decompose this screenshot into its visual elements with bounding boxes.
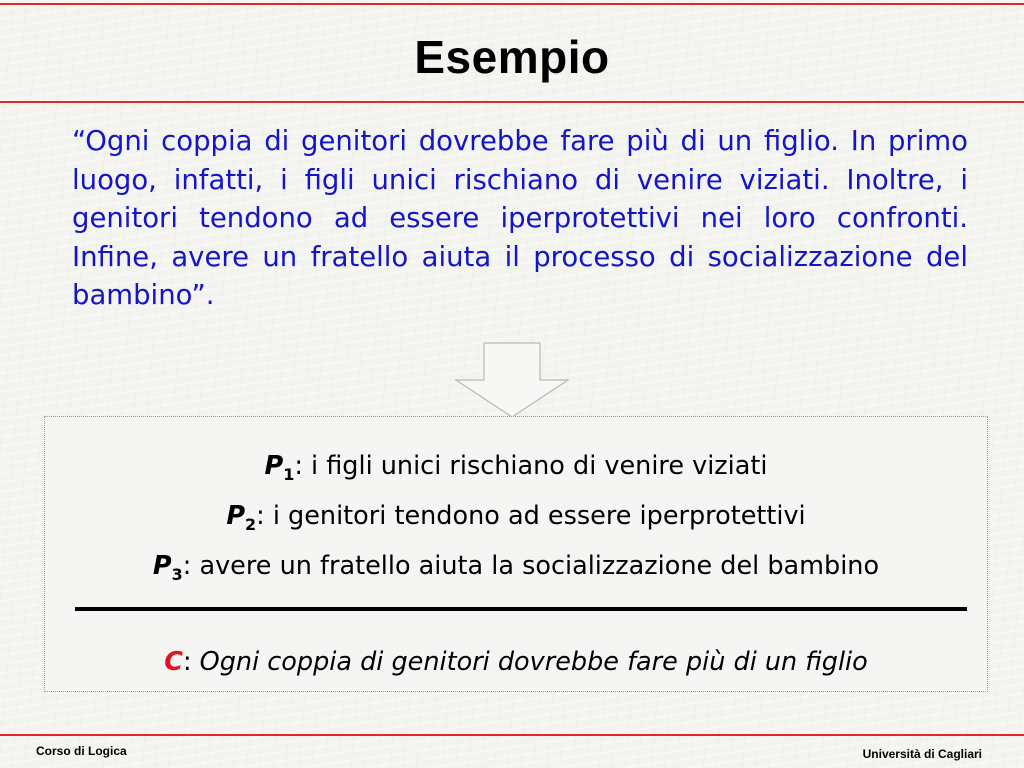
premise-label: $P_1$ bbox=[264, 451, 295, 484]
conclusion bbox=[45, 647, 987, 677]
premise-label: $P_3$ bbox=[152, 551, 183, 584]
conclusion-text: Ogni coppia di genitori dovrebbe fare più di un figlio bbox=[199, 647, 868, 677]
premise-label: $P_2$ bbox=[226, 501, 257, 534]
footer-university: Università di Cagliari bbox=[862, 747, 982, 761]
slide-title: Esempio bbox=[414, 31, 610, 83]
footer-course: Corso di Logica bbox=[36, 744, 127, 758]
footer-rule bbox=[0, 734, 1024, 736]
premise-text: : i figli unici rischiano di venire viziati bbox=[294, 451, 768, 481]
premise-1 bbox=[45, 451, 987, 484]
conclusion-separator: : bbox=[182, 647, 200, 677]
title-rule bbox=[0, 101, 1024, 103]
premise-2 bbox=[45, 501, 987, 534]
premise-text: : i genitori tendono ad essere iperprotettivi bbox=[256, 501, 806, 531]
conclusion-divider bbox=[75, 607, 967, 611]
conclusion-label: C bbox=[164, 647, 183, 677]
quote-paragraph: “Ogni coppia di genitori dovrebbe fare più di un figlio. In primo luogo, infatti, i figli unici rischiano di venire viziati. Inoltre, i genitori tendono ad essere iperprotettivi nei loro confronti. Infine, avere un fratello aiuta il processo di socializzazione del bambino”. bbox=[72, 125, 968, 311]
premise-text: : avere un fratello aiuta la socializzazione del bambino bbox=[182, 551, 880, 581]
top-rule bbox=[0, 3, 1024, 5]
down-arrow-icon bbox=[454, 342, 570, 418]
premise-3 bbox=[45, 551, 987, 584]
argument-box bbox=[44, 416, 988, 692]
